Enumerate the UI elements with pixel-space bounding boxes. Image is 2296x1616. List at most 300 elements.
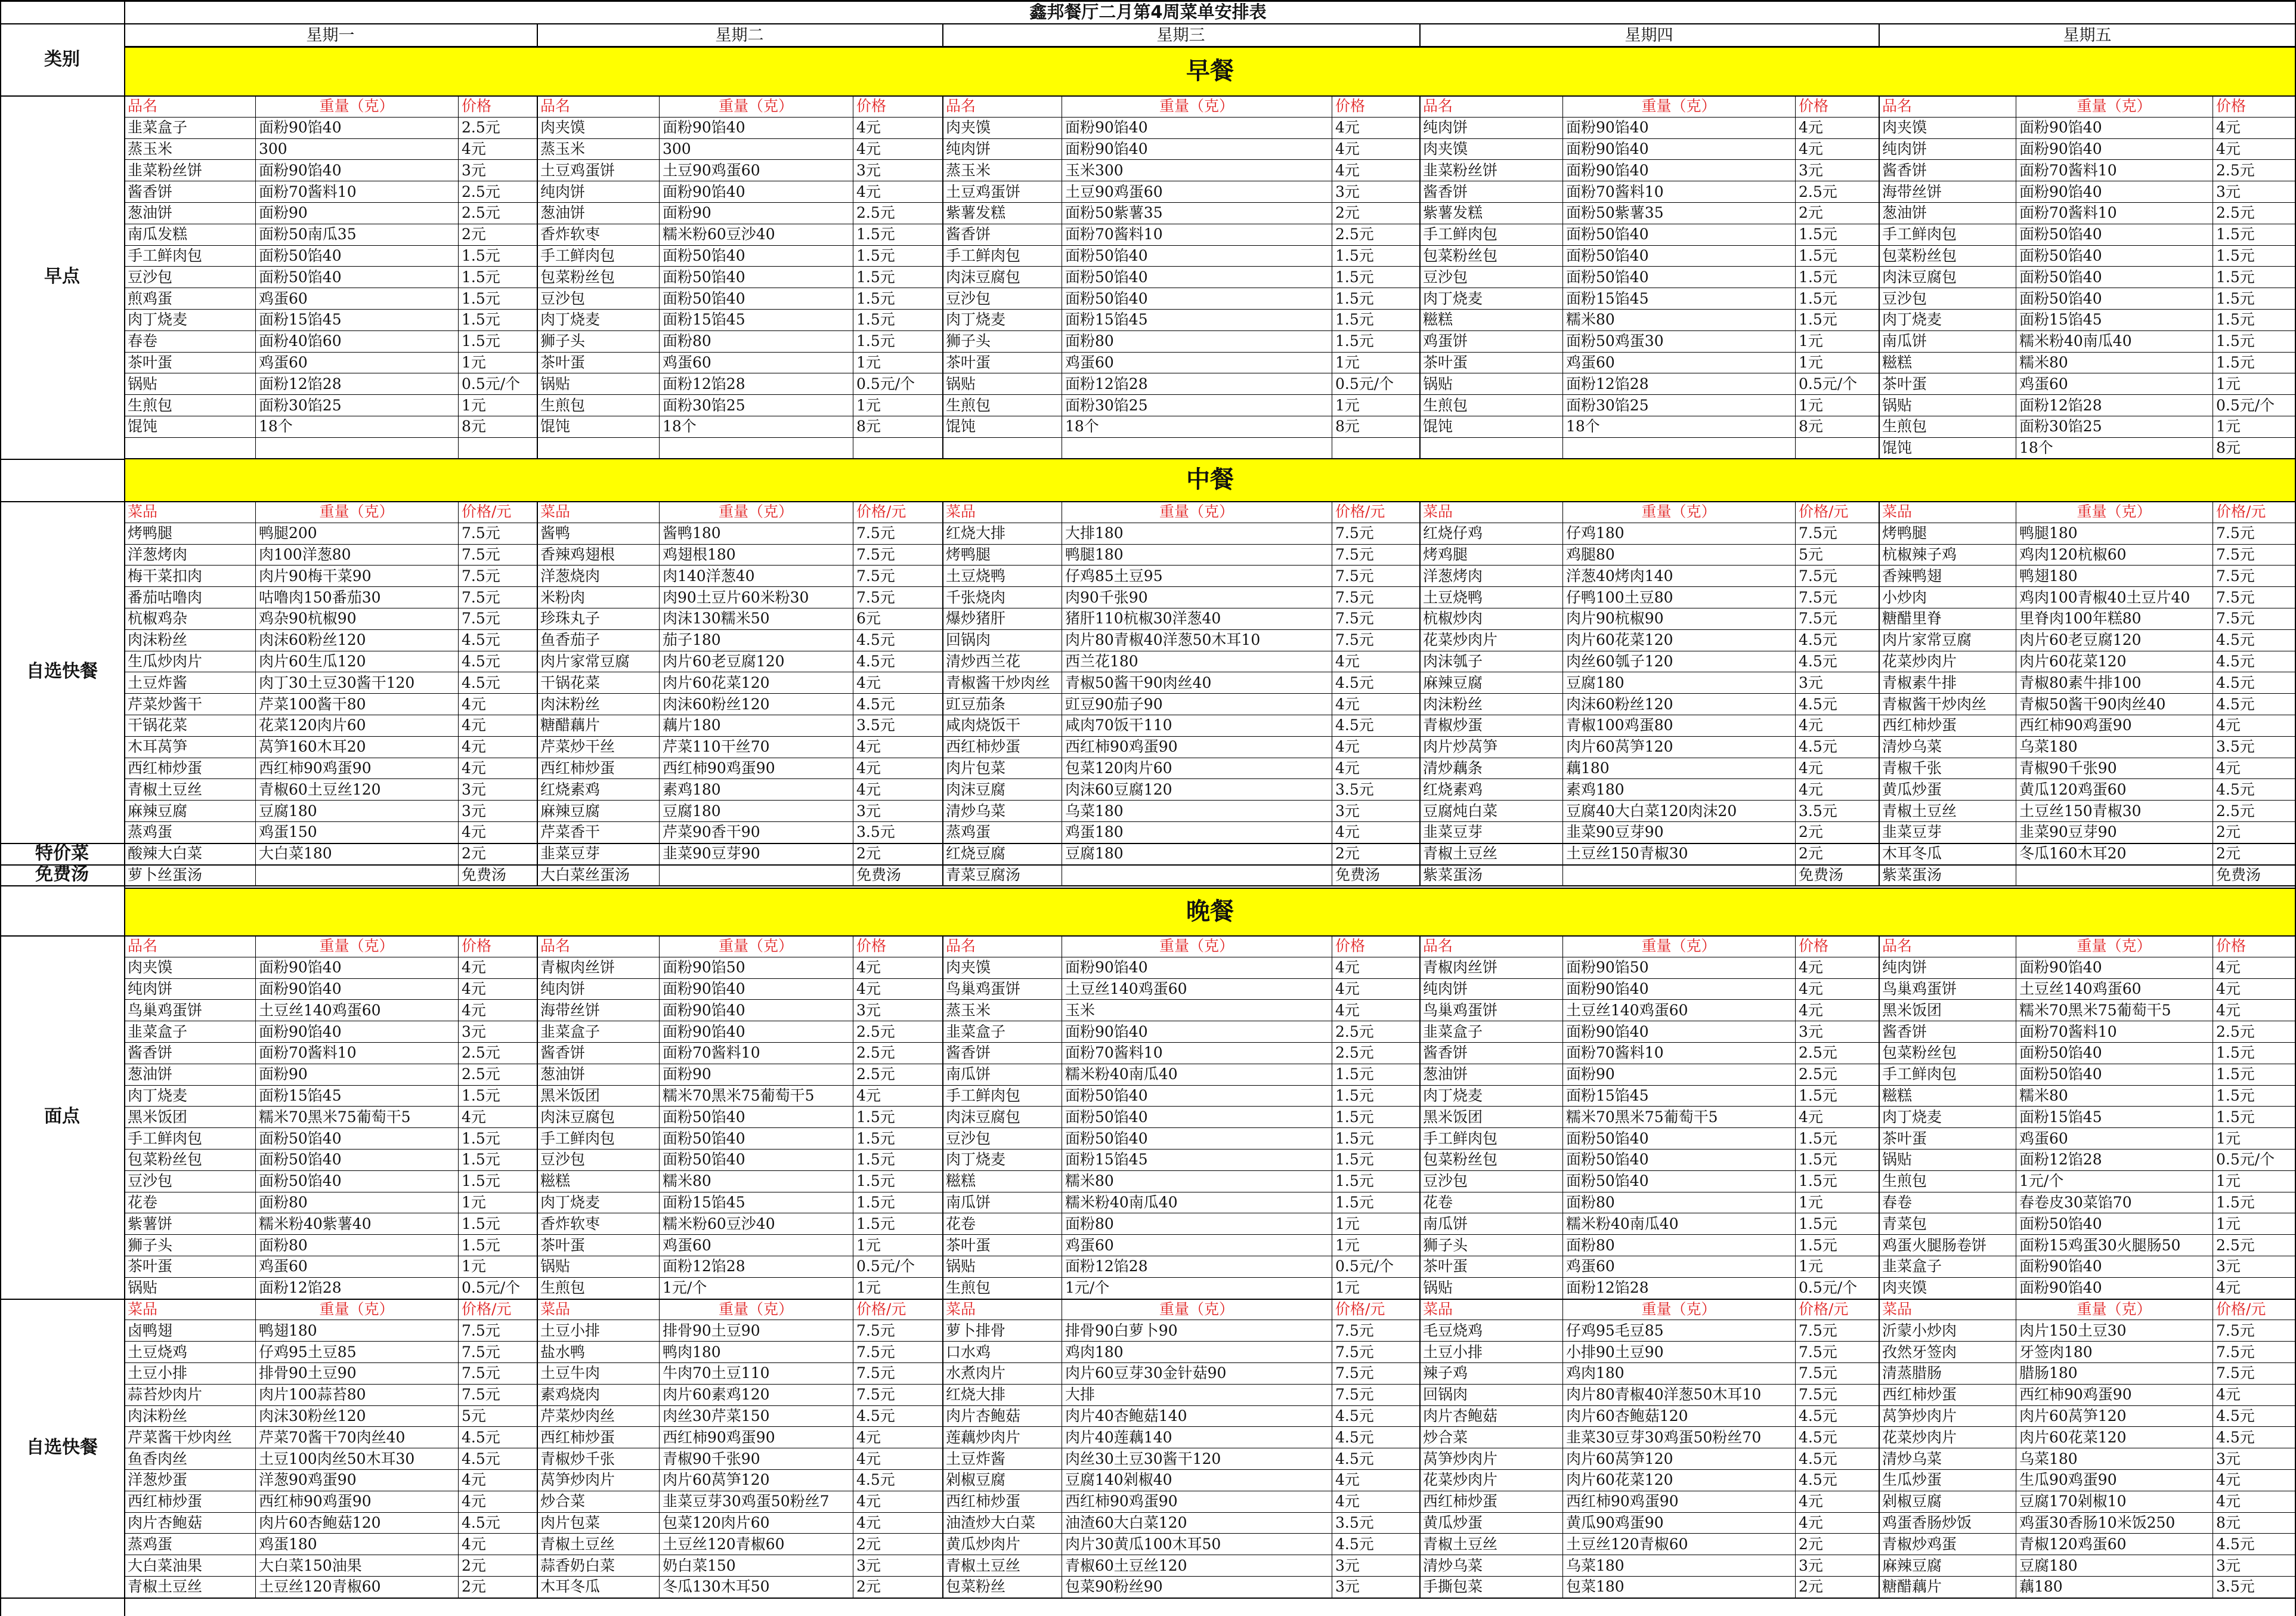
dish-price[interactable]: 1.5元: [856, 311, 895, 329]
dish-name[interactable]: 锅贴: [128, 1279, 158, 1297]
dish-name[interactable]: 莴笋炒肉片: [1882, 1407, 1957, 1425]
dish-name[interactable]: 肉丁烧麦: [1882, 1108, 1942, 1126]
dish-weight[interactable]: 莴笋160木耳20: [259, 738, 366, 756]
dish-price[interactable]: 1.5元: [2216, 268, 2255, 286]
dish-name[interactable]: 青椒炒千张: [540, 1450, 615, 1467]
dish-weight[interactable]: 面粉90馅40: [2019, 1257, 2102, 1275]
dish-price[interactable]: 1.5元: [2216, 311, 2255, 329]
dish-weight[interactable]: 肉沫60豆腐120: [1065, 780, 1172, 798]
dish-name[interactable]: 土豆炸酱: [946, 1450, 1006, 1467]
dish-price[interactable]: 1元: [1335, 396, 1360, 414]
dish-name[interactable]: 毛豆烧鸡: [1423, 1321, 1483, 1339]
dish-price[interactable]: 1元: [2216, 1215, 2241, 1232]
dish-price[interactable]: 3.5元: [1335, 780, 1374, 798]
dish-weight[interactable]: 鸡翅根180: [663, 545, 736, 563]
dish-weight[interactable]: 面粉90馅50: [1566, 959, 1649, 977]
dish-name[interactable]: 西红柿炒蛋: [128, 1493, 203, 1510]
dish-weight[interactable]: 面粉90馅40: [1566, 140, 1649, 157]
dish-weight[interactable]: 肉片60花菜120: [1566, 631, 1673, 649]
dish-name[interactable]: 肉丁烧麦: [946, 1151, 1006, 1169]
dish-name[interactable]: 孜然牙签肉: [1882, 1343, 1957, 1361]
dish-price[interactable]: 3元: [1335, 1556, 1360, 1574]
dish-weight[interactable]: 面粉50馅40: [663, 246, 745, 264]
dish-weight[interactable]: 茄子180: [663, 631, 721, 649]
dish-weight[interactable]: 西红柿90鸡蛋90: [1065, 738, 1178, 756]
dish-name[interactable]: 土豆炸酱: [128, 673, 188, 691]
dish-name[interactable]: 芹菜香干: [540, 823, 601, 841]
dish-price[interactable]: 7.5元: [1799, 567, 1837, 585]
dish-weight[interactable]: 面粉70酱料10: [1566, 1044, 1664, 1062]
dish-price[interactable]: 4元: [1799, 759, 1823, 777]
dish-weight[interactable]: 面粉50馅40: [1566, 268, 1649, 286]
dish-name[interactable]: 红烧素鸡: [540, 780, 601, 798]
dish-weight[interactable]: 素鸡180: [1566, 780, 1624, 798]
dish-price[interactable]: 2元: [462, 1556, 486, 1574]
dish-name[interactable]: 蒸玉米: [946, 1001, 991, 1019]
dish-name[interactable]: 手工鲜肉包: [540, 1129, 615, 1147]
dish-price[interactable]: 7.5元: [2216, 567, 2255, 585]
dish-name[interactable]: 茶叶蛋: [540, 353, 586, 371]
dish-price[interactable]: 7.5元: [2216, 610, 2255, 628]
dish-name[interactable]: 回锅肉: [1423, 1386, 1468, 1404]
dish-price[interactable]: 1.5元: [462, 1129, 500, 1147]
dish-weight[interactable]: 青椒60土豆丝120: [1065, 1556, 1187, 1574]
dish-name[interactable]: 葱油饼: [128, 204, 173, 222]
dish-name[interactable]: 肉片包菜: [540, 1513, 601, 1531]
dish-weight[interactable]: 肉片60杏鲍菇120: [259, 1513, 381, 1531]
dish-name[interactable]: 豆沙包: [946, 289, 991, 307]
dish-name[interactable]: 水煮肉片: [946, 1364, 1006, 1382]
dish-price[interactable]: 1.5元: [1335, 268, 1374, 286]
dish-name[interactable]: 清炒西兰花: [946, 652, 1021, 670]
dish-name[interactable]: 馄饨: [1423, 418, 1453, 435]
dish-price[interactable]: 3元: [1799, 1556, 1823, 1574]
dish-price[interactable]: 2.5元: [2216, 161, 2255, 179]
dish-price[interactable]: 7.5元: [1335, 567, 1374, 585]
dish-price[interactable]: 4元: [856, 1450, 881, 1467]
dish-price[interactable]: 4.5元: [462, 652, 500, 670]
dish-name[interactable]: 手工鲜肉包: [1882, 1065, 1957, 1083]
dish-weight[interactable]: 土豆90鸡蛋60: [663, 161, 760, 179]
dish-name[interactable]: 红烧大排: [946, 524, 1006, 542]
dish-weight[interactable]: 糯米70黑米75葡萄干5: [2019, 1001, 2171, 1019]
dish-name[interactable]: 鱼香肉丝: [128, 1450, 188, 1467]
dish-weight[interactable]: 糯米粉60豆沙40: [663, 1215, 775, 1232]
dish-name[interactable]: 酱香饼: [128, 183, 173, 200]
dish-price[interactable]: 2.5元: [2216, 1236, 2255, 1254]
dish-name[interactable]: 回锅肉: [946, 631, 991, 649]
dish-name[interactable]: 洋葱烧肉: [540, 567, 601, 585]
dish-name[interactable]: 烤鸭腿: [946, 545, 991, 563]
dish-price[interactable]: 4.5元: [2216, 1407, 2255, 1425]
dish-weight[interactable]: 冬瓜130木耳50: [663, 1578, 770, 1596]
dish-weight[interactable]: 面粉80: [1065, 1215, 1114, 1232]
dish-price[interactable]: 1.5元: [462, 1086, 500, 1104]
dish-price[interactable]: 1.5元: [1335, 1065, 1374, 1083]
dish-name[interactable]: 黑米饭团: [540, 1086, 601, 1104]
dish-weight[interactable]: 大白菜150油果: [259, 1556, 362, 1574]
dish-weight[interactable]: 面粉30馅25: [663, 396, 745, 414]
dish-name[interactable]: 肉夹馍: [946, 959, 991, 977]
dish-price[interactable]: 7.5元: [1799, 588, 1837, 606]
dish-price[interactable]: 2元: [2216, 845, 2241, 863]
dish-name[interactable]: 糖醋藕片: [1882, 1578, 1942, 1596]
dish-price[interactable]: 1.5元: [2216, 1108, 2255, 1126]
dish-weight[interactable]: 面粉80: [259, 1193, 308, 1211]
dish-weight[interactable]: 面粉50馅40: [663, 289, 745, 307]
dish-weight[interactable]: 肉片60杏鲍菇120: [1566, 1407, 1688, 1425]
dish-price[interactable]: 4.5元: [2216, 652, 2255, 670]
dish-name[interactable]: 花菜炒肉片: [1423, 1471, 1498, 1489]
dish-name[interactable]: 烤鸭腿: [1882, 524, 1927, 542]
dish-weight[interactable]: 面粉90馅40: [1065, 959, 1148, 977]
dish-name[interactable]: 肉夹馍: [1423, 140, 1468, 157]
dish-weight[interactable]: 肉片60莴笋120: [663, 1471, 770, 1489]
dish-weight[interactable]: 面粉50紫薯35: [1566, 204, 1664, 222]
dish-weight[interactable]: 肉丝30芹菜150: [663, 1407, 770, 1425]
dish-weight[interactable]: 土豆90鸡蛋60: [1065, 183, 1163, 200]
dish-name[interactable]: 肉片包菜: [946, 759, 1006, 777]
dish-name[interactable]: 馄饨: [1882, 439, 1913, 457]
dish-price[interactable]: 4元: [1335, 140, 1360, 157]
dish-weight[interactable]: 油渣60大白菜120: [1065, 1513, 1187, 1531]
dish-price[interactable]: 1.5元: [1335, 1172, 1374, 1190]
dish-price[interactable]: 3元: [2216, 1450, 2241, 1467]
dish-price[interactable]: 3元: [1799, 161, 1823, 179]
dish-price[interactable]: 7.5元: [462, 610, 500, 628]
dish-price[interactable]: 7.5元: [1799, 1364, 1837, 1382]
dish-price[interactable]: 7.5元: [856, 545, 895, 563]
dish-price[interactable]: 8元: [462, 418, 486, 435]
dish-name[interactable]: 黄瓜炒蛋: [1882, 780, 1942, 798]
dish-price[interactable]: 4元: [462, 759, 486, 777]
dish-price[interactable]: 1元: [2216, 1172, 2241, 1190]
dish-name[interactable]: 鸟巢鸡蛋饼: [1882, 980, 1957, 997]
dish-price[interactable]: 4元: [856, 140, 881, 157]
dish-weight[interactable]: 鸭翅180: [2019, 567, 2078, 585]
dish-price[interactable]: 4.5元: [1799, 1450, 1837, 1467]
dish-price[interactable]: 7.5元: [462, 1364, 500, 1382]
dish-weight[interactable]: 豆腐40大白菜120肉沫20: [1566, 802, 1737, 820]
dish-price[interactable]: 3元: [856, 802, 881, 820]
dish-name[interactable]: 莲藕炒肉片: [946, 1428, 1021, 1446]
dish-name[interactable]: 卤鸭翅: [128, 1321, 173, 1339]
dish-name[interactable]: 豆沙包: [1423, 1172, 1468, 1190]
dish-weight[interactable]: 鸡蛋60: [1566, 353, 1615, 371]
dish-price[interactable]: 2.5元: [1799, 1065, 1837, 1083]
dish-weight[interactable]: 面粉70酱料10: [1065, 225, 1163, 243]
dish-price[interactable]: 4.5元: [1335, 1535, 1374, 1553]
dish-name[interactable]: 黑米饭团: [1882, 1001, 1942, 1019]
dish-name[interactable]: 鸡蛋饼: [1423, 332, 1468, 350]
dish-price[interactable]: 1.5元: [856, 1215, 895, 1232]
dish-name[interactable]: [537, 437, 659, 459]
dish-weight[interactable]: 排骨90土豆90: [259, 1364, 357, 1382]
dish-price[interactable]: 1.5元: [856, 332, 895, 350]
dish-name[interactable]: 青椒土豆丝: [1423, 845, 1498, 863]
dish-price[interactable]: 2元: [462, 1578, 486, 1596]
dish-weight[interactable]: 肉片60花菜120: [2019, 1428, 2127, 1446]
dish-weight[interactable]: 土豆丝150青椒30: [2019, 802, 2142, 820]
dish-name[interactable]: 包菜粉丝: [946, 1578, 1006, 1596]
dish-price[interactable]: 1.5元: [462, 332, 500, 350]
dish-price[interactable]: 1.5元: [1335, 332, 1374, 350]
dish-weight[interactable]: 糯米80: [1065, 1172, 1114, 1190]
dish-weight[interactable]: 面粉70酱料10: [2019, 161, 2117, 179]
dish-price[interactable]: 4.5元: [2216, 673, 2255, 691]
dish-name[interactable]: 辣子鸡: [1423, 1364, 1468, 1382]
dish-price[interactable]: 4元: [462, 959, 486, 977]
dish-price[interactable]: 4.5元: [462, 631, 500, 649]
dish-price[interactable]: 4元: [1799, 780, 1823, 798]
dish-weight[interactable]: [1562, 437, 1795, 459]
dish-name[interactable]: 肉夹馍: [128, 959, 173, 977]
dish-price[interactable]: 8元: [2216, 1513, 2241, 1531]
dish-name[interactable]: 豇豆茄条: [946, 695, 1006, 713]
dish-name[interactable]: 肉沫豆腐包: [540, 1108, 615, 1126]
dish-price[interactable]: 1.5元: [1335, 1129, 1374, 1147]
dish-weight[interactable]: 糯米80: [663, 1172, 711, 1190]
dish-price[interactable]: 3元: [856, 1556, 881, 1574]
dish-weight[interactable]: 糯米80: [2019, 1086, 2068, 1104]
dish-name[interactable]: 萝卜排骨: [946, 1321, 1006, 1339]
dish-name[interactable]: 海带丝饼: [540, 1001, 601, 1019]
dish-name[interactable]: 纯肉饼: [1423, 980, 1468, 997]
dish-weight[interactable]: 面粉50馅40: [2019, 225, 2102, 243]
dish-price[interactable]: 2元: [1799, 1535, 1823, 1553]
dish-weight[interactable]: 鸡肉180: [1065, 1343, 1124, 1361]
dish-weight[interactable]: 乌菜180: [2019, 738, 2078, 756]
dish-price[interactable]: 3元: [856, 1001, 881, 1019]
dish-name[interactable]: 肉丁烧麦: [1423, 1086, 1483, 1104]
dish-name[interactable]: 茶叶蛋: [1423, 1257, 1468, 1275]
dish-name[interactable]: 肉丁烧麦: [946, 311, 1006, 329]
dish-name[interactable]: 韭菜粉丝饼: [1423, 161, 1498, 179]
dish-name[interactable]: 口水鸡: [946, 1343, 991, 1361]
dish-name[interactable]: 南瓜饼: [1423, 1215, 1468, 1232]
dish-price[interactable]: 4元: [856, 780, 881, 798]
dish-price[interactable]: 7.5元: [1335, 631, 1374, 649]
dish-weight[interactable]: 咕噜肉150番茄30: [259, 588, 381, 606]
dish-weight[interactable]: 包菜180: [1566, 1578, 1624, 1596]
dish-price[interactable]: 4元: [462, 140, 486, 157]
dish-weight[interactable]: 仔鸭100土豆80: [1566, 588, 1673, 606]
dish-weight[interactable]: 面粉12馅28: [2019, 1151, 2102, 1169]
dish-weight[interactable]: 鸭腿180: [1065, 545, 1124, 563]
dish-price[interactable]: 0.5元/个: [2216, 1151, 2275, 1169]
dish-weight[interactable]: 面粉12馅28: [259, 1279, 342, 1297]
dish-name[interactable]: 酸辣大白菜: [128, 845, 203, 863]
dish-name[interactable]: 蒸玉米: [540, 140, 586, 157]
dish-name[interactable]: 西红柿炒蛋: [540, 1428, 615, 1446]
dish-name[interactable]: 肉片炒莴笋: [1423, 738, 1498, 756]
dish-weight[interactable]: 青椒50酱干90肉丝40: [2019, 695, 2166, 713]
dish-weight[interactable]: 鸡蛋60: [1566, 1257, 1615, 1275]
dish-name[interactable]: [124, 437, 255, 459]
dish-price[interactable]: 2元: [1799, 204, 1823, 222]
dish-name[interactable]: 杭椒炒肉: [1423, 610, 1483, 628]
dish-weight[interactable]: 大白菜180: [259, 845, 332, 863]
dish-price[interactable]: 4元: [856, 1493, 881, 1510]
dish-name[interactable]: 糍糕: [946, 1172, 976, 1190]
dish-price[interactable]: 7.5元: [462, 1386, 500, 1404]
dish-weight[interactable]: 鸡腿80: [1566, 545, 1615, 563]
dish-price[interactable]: 4元: [856, 759, 881, 777]
dish-name[interactable]: 葱油饼: [540, 1065, 586, 1083]
dish-price[interactable]: 4元: [2216, 1279, 2241, 1297]
dish-price[interactable]: 7.5元: [856, 1364, 895, 1382]
dish-name[interactable]: 生煎包: [128, 396, 173, 414]
dish-price[interactable]: 4.5元: [856, 631, 895, 649]
dish-price[interactable]: 7.5元: [2216, 524, 2255, 542]
dish-weight[interactable]: 面粉50鸡蛋30: [1566, 332, 1664, 350]
dish-price[interactable]: 2.5元: [462, 1044, 500, 1062]
dish-price[interactable]: 1元: [2216, 1129, 2241, 1147]
dish-price[interactable]: 2元: [856, 1578, 881, 1596]
dish-name[interactable]: 土豆鸡蛋饼: [946, 183, 1021, 200]
dish-weight[interactable]: 豆腐180: [663, 802, 721, 820]
dish-name[interactable]: 酱香饼: [1423, 183, 1468, 200]
dish-weight[interactable]: 肉140洋葱40: [663, 567, 755, 585]
dish-name[interactable]: 肉沫粉丝: [128, 1407, 188, 1425]
dish-name[interactable]: 西红柿炒蛋: [1423, 1493, 1498, 1510]
dish-price[interactable]: 3元: [1799, 1022, 1823, 1040]
dish-name[interactable]: 青椒土豆丝: [1882, 802, 1957, 820]
dish-name[interactable]: 清炒乌菜: [946, 802, 1006, 820]
dish-price[interactable]: 7.5元: [856, 524, 895, 542]
dish-name[interactable]: 香辣鸡翅根: [540, 545, 615, 563]
dish-weight[interactable]: 300: [663, 140, 691, 157]
dish-name[interactable]: 茶叶蛋: [946, 1236, 991, 1254]
dish-name[interactable]: 西红柿炒蛋: [1882, 716, 1957, 734]
dish-weight[interactable]: 肉沫60粉丝120: [663, 695, 770, 713]
dish-price[interactable]: 3.5元: [2216, 1578, 2255, 1596]
dish-name[interactable]: 酱香饼: [946, 225, 991, 243]
dish-weight[interactable]: [255, 437, 458, 459]
dish-name[interactable]: 紫薯饼: [128, 1215, 173, 1232]
dish-weight[interactable]: 肉片60花菜120: [2019, 652, 2127, 670]
dish-weight[interactable]: 土豆丝140鸡蛋60: [2019, 980, 2142, 997]
dish-name[interactable]: 清炒藕条: [1423, 759, 1483, 777]
dish-weight[interactable]: 面粉80: [663, 332, 711, 350]
dish-weight[interactable]: 18个: [259, 418, 293, 435]
dish-price[interactable]: 0.5元/个: [1799, 1279, 1858, 1297]
dish-name[interactable]: 大白菜油果: [128, 1556, 203, 1574]
dish-price[interactable]: 3元: [462, 161, 486, 179]
dish-name[interactable]: 糖醋里脊: [1882, 610, 1942, 628]
dish-price[interactable]: 4元: [462, 1471, 486, 1489]
dish-weight[interactable]: 面粉70酱料10: [2019, 204, 2117, 222]
dish-name[interactable]: 蒸鸡蛋: [128, 823, 173, 841]
dish-price[interactable]: 0.5元/个: [2216, 396, 2275, 414]
dish-price[interactable]: 8元: [1335, 418, 1360, 435]
dish-weight[interactable]: 面粉40馅60: [259, 332, 342, 350]
dish-weight[interactable]: 肉片40杏鲍菇140: [1065, 1407, 1187, 1425]
dish-name[interactable]: 豆沙包: [1882, 289, 1927, 307]
dish-weight[interactable]: 土豆丝140鸡蛋60: [259, 1001, 381, 1019]
dish-weight[interactable]: 包菜120肉片60: [663, 1513, 770, 1531]
dish-price[interactable]: 4元: [1335, 1471, 1360, 1489]
dish-weight[interactable]: 糯米粉40紫薯40: [259, 1215, 372, 1232]
dish-weight[interactable]: 面粉30馅25: [1566, 396, 1649, 414]
dish-name[interactable]: 肉沫瓠子: [1423, 652, 1483, 670]
dish-price[interactable]: 1元: [856, 353, 881, 371]
dish-weight[interactable]: 肉丁30土豆30酱干120: [259, 673, 415, 691]
dish-price[interactable]: 1元: [1335, 1215, 1360, 1232]
dish-weight[interactable]: 豆腐180: [2019, 1556, 2078, 1574]
dish-price[interactable]: 1.5元: [1799, 289, 1837, 307]
dish-name[interactable]: 馄饨: [128, 418, 158, 435]
dish-name[interactable]: 狮子头: [1423, 1236, 1468, 1254]
dish-price[interactable]: 1.5元: [856, 1108, 895, 1126]
dish-name[interactable]: 香辣鸭翅: [1882, 567, 1942, 585]
dish-weight[interactable]: 面粉90馅40: [2019, 1279, 2102, 1297]
dish-weight[interactable]: 鸡蛋60: [663, 353, 711, 371]
dish-weight[interactable]: 藕片180: [663, 716, 721, 734]
dish-weight[interactable]: 面粉50馅40: [1566, 225, 1649, 243]
dish-weight[interactable]: [2016, 864, 2213, 886]
dish-name[interactable]: 米粉肉: [540, 588, 586, 606]
dish-name[interactable]: 韭菜盒子: [1423, 1022, 1483, 1040]
dish-weight[interactable]: 肉片60莴笋120: [1566, 1450, 1673, 1467]
dish-name[interactable]: 青椒土豆丝: [946, 1556, 1021, 1574]
dish-weight[interactable]: [659, 437, 853, 459]
dish-weight[interactable]: 面粉70酱料10: [259, 183, 357, 200]
dish-weight[interactable]: 青椒60土豆丝120: [259, 780, 381, 798]
dish-weight[interactable]: 鸡蛋30香肠10米饭250: [2019, 1513, 2176, 1531]
dish-weight[interactable]: [1562, 864, 1795, 886]
dish-price[interactable]: 1.5元: [462, 311, 500, 329]
dish-price[interactable]: 7.5元: [462, 524, 500, 542]
dish-weight[interactable]: 面粉50馅40: [1566, 1129, 1649, 1147]
dish-price[interactable]: 2.5元: [2216, 802, 2255, 820]
dish-name[interactable]: 清炒乌菜: [1423, 1556, 1483, 1574]
dish-price[interactable]: 3元: [2216, 183, 2241, 200]
dish-price[interactable]: 7.5元: [462, 567, 500, 585]
dish-weight[interactable]: 青椒50酱干90肉丝40: [1065, 673, 1212, 691]
dish-weight[interactable]: 猪肝110杭椒30洋葱40: [1065, 610, 1221, 628]
dish-name[interactable]: 花卷: [128, 1193, 158, 1211]
dish-weight[interactable]: 乌菜180: [2019, 1450, 2078, 1467]
dish-name[interactable]: 珍珠丸子: [540, 610, 601, 628]
dish-price[interactable]: 3.5元: [1335, 1513, 1374, 1531]
dish-weight[interactable]: 青椒100鸡蛋80: [1566, 716, 1673, 734]
dish-price[interactable]: 4元: [462, 1001, 486, 1019]
dish-weight[interactable]: 酱鸭180: [663, 524, 721, 542]
dish-weight[interactable]: 面粉15馅45: [2019, 1108, 2102, 1126]
dish-name[interactable]: 鸡蛋火腿肠卷饼: [1882, 1236, 1987, 1254]
dish-name[interactable]: 花菜炒肉片: [1423, 631, 1498, 649]
dish-price[interactable]: 7.5元: [1335, 1364, 1374, 1382]
dish-name[interactable]: 木耳莴笋: [128, 738, 188, 756]
dish-weight[interactable]: 1元/个: [663, 1279, 707, 1297]
dish-price[interactable]: 1.5元: [2216, 225, 2255, 243]
dish-price[interactable]: 4.5元: [1335, 1407, 1374, 1425]
dish-price[interactable]: 7.5元: [1335, 1343, 1374, 1361]
dish-price[interactable]: 1.5元: [462, 1236, 500, 1254]
dish-price[interactable]: 4.5元: [2216, 695, 2255, 713]
dish-name[interactable]: 炒合菜: [1423, 1428, 1468, 1446]
dish-price[interactable]: 4元: [1799, 1513, 1823, 1531]
dish-weight[interactable]: 小排90土豆90: [1566, 1343, 1664, 1361]
dish-weight[interactable]: 鸭腿200: [259, 524, 317, 542]
dish-price[interactable]: 7.5元: [856, 1386, 895, 1404]
dish-name[interactable]: 狮子头: [540, 332, 586, 350]
dish-weight[interactable]: 面粉90馅40: [2019, 140, 2102, 157]
dish-price[interactable]: 4.5元: [2216, 780, 2255, 798]
dish-price[interactable]: 4元: [2216, 716, 2241, 734]
dish-name[interactable]: 包菜粉丝包: [1423, 246, 1498, 264]
